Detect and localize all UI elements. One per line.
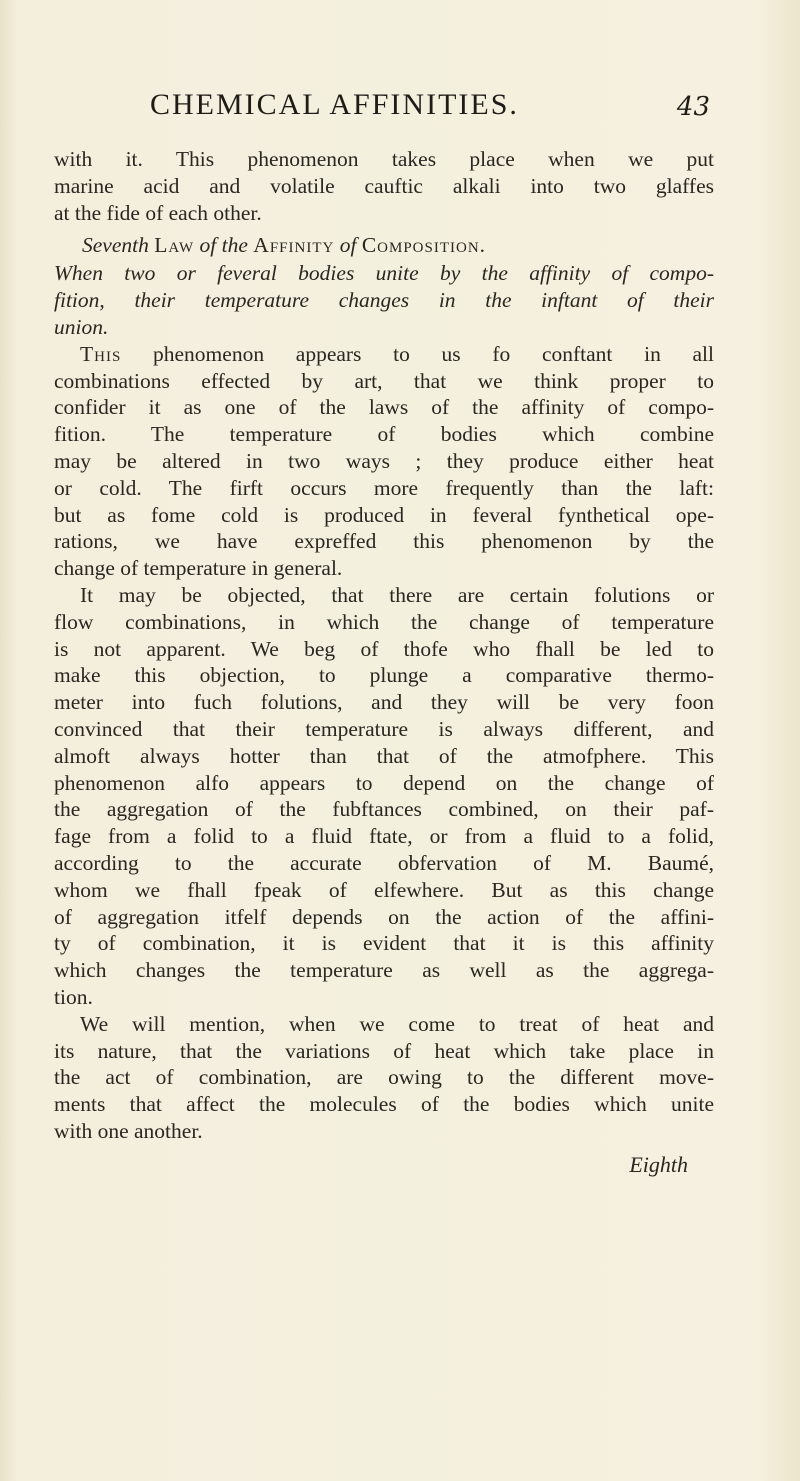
text-line: at the fide of each other.	[54, 200, 262, 225]
text-line: or cold. The firft occurs more frequently than the laft:	[54, 475, 714, 500]
text-line: union.	[54, 314, 109, 339]
text-line: convinced that their temperature is always different, and	[54, 716, 714, 741]
text-line: whom we fhall fpeak of elfewhere. But as this change	[54, 877, 714, 902]
text-line: change of temperature in general.	[54, 556, 343, 581]
heading-law: Law	[154, 233, 195, 258]
text-line: with one another.	[54, 1118, 203, 1143]
heading-affinity: Affinity	[253, 233, 335, 258]
text-line: meter into fuch folutions, and they will be very foon	[54, 690, 714, 715]
text-line: according to the accurate obfervation of M. Baumé,	[54, 850, 714, 875]
heading-prefix: Seventh	[82, 233, 149, 258]
catchword: Eighth	[629, 1152, 688, 1177]
text-line: fage from a folid to a fluid ftate, or from a fluid to a folid,	[54, 824, 714, 849]
law-statement	[54, 260, 714, 340]
text-line: tion.	[54, 984, 93, 1009]
text-line: with it. This phenomenon takes place when we put	[54, 147, 714, 171]
text-line: confider it as one of the laws of the affinity of compo-	[54, 395, 714, 420]
text-line: It may be objected, that there are certain folutions or	[80, 582, 714, 607]
section-heading	[54, 232, 714, 260]
text-line: make this objection, to plunge a comparative thermo-	[54, 663, 714, 688]
text-line: fition. The temperature of bodies which combine	[54, 422, 714, 447]
text-line: flow combinations, in which the change of temperature	[54, 609, 714, 634]
heading-composition: Composition.	[361, 233, 487, 258]
text-line: which changes the temperature as well as the aggrega-	[54, 958, 714, 983]
running-head: CHEMICAL AFFINITIES.	[150, 88, 519, 121]
text-line: When two or feveral bodies unite by the affinity of compo-	[54, 261, 714, 286]
text-line: fition, their temperature changes in the inftant of their	[54, 288, 714, 313]
text-line: ty of combination, it is evident that it is this affinity	[54, 931, 714, 956]
text-line: the aggregation of the fubftances combined, on their paf-	[54, 797, 714, 822]
text-line: is not apparent. We beg of thofe who fhall be led to	[54, 636, 714, 661]
text-line: of aggregation itfelf depends on the action of the affini-	[54, 904, 714, 929]
text-line: combinations effected by art, that we think proper to	[54, 368, 714, 393]
text-line: almoft always hotter than that of the atmofphere. This	[54, 743, 714, 768]
text-line: We will mention, when we come to treat of heat and	[80, 1011, 714, 1036]
line-rest: phenomenon appears to us fo conftant in all	[153, 341, 715, 366]
text-line: may be altered in two ways ; they produce either heat	[54, 448, 714, 473]
drop-word: This	[80, 341, 122, 366]
text-line: marine acid and volatile cauftic alkali into two glaffes	[54, 173, 714, 198]
text-line: ments that affect the molecules of the bodies which unite	[54, 1092, 714, 1117]
text-line: phenomenon alfo appears to depend on the change of	[54, 770, 714, 795]
text-line: rations, we have expreffed this phenomenon by the	[54, 529, 714, 554]
text-line: the act of combination, are owing to the different move-	[54, 1065, 714, 1090]
text-line: its nature, that the variations of heat which take place in	[54, 1038, 714, 1063]
body-text	[54, 146, 714, 1145]
heading-of-the: of the	[199, 233, 248, 258]
text-line	[54, 341, 714, 368]
text-line: but as fome cold is produced in feveral fynthetical ope-	[54, 502, 714, 527]
page-number: 43	[676, 92, 710, 122]
page-header	[150, 88, 710, 128]
heading-of: of	[339, 233, 357, 258]
